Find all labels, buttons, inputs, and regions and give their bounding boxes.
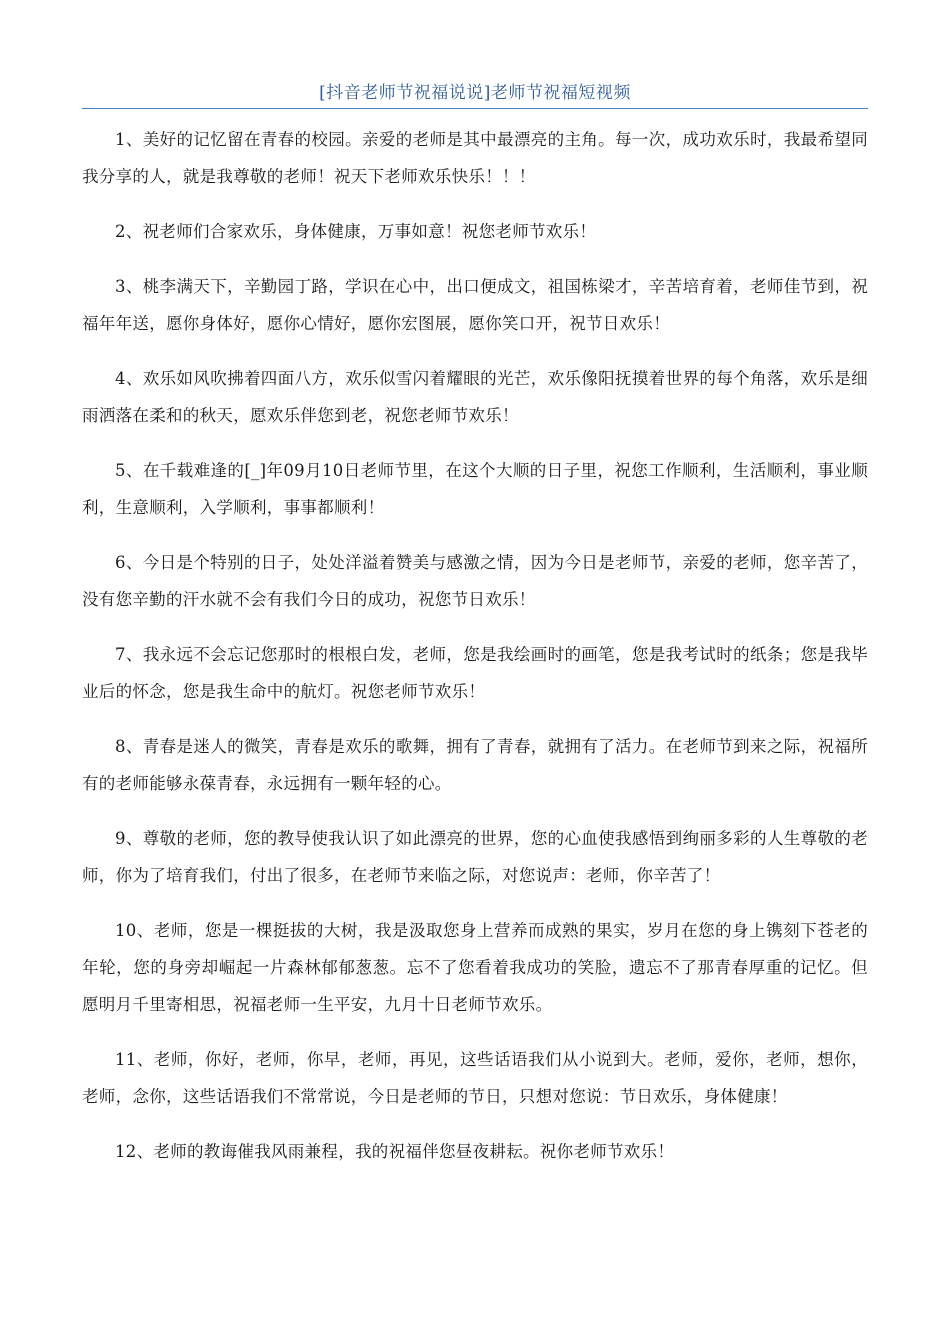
paragraph-2: 2、祝老师们合家欢乐，身体健康，万事如意！祝您老师节欢乐！ (115, 222, 597, 241)
paragraph-9: 9、尊敬的老师，您的教导使我认识了如此漂亮的世界，您的心血使我感悟到绚丽多彩的人生尊敬的老师，你为了培育我们，付出了很多，在老师节来临之际，对您说声：老师，你辛苦了！ (82, 829, 868, 885)
paragraph-11: 11、老师，你好，老师，你早，老师，再见，这些话语我们从小说到大。老师，爱你，老师，想你，老师，念你，这些话语我们不常常说，今日是老师的节日，只想对您说：节日欢乐，身体健康！ (82, 1050, 868, 1106)
paragraph-3: 3、桃李满天下，辛勤园丁路，学识在心中，出口便成文，祖国栋梁才，辛苦培育着，老师佳节到，祝福年年送，愿你身体好，愿你心情好，愿你宏图展，愿你笑口开，祝节日欢乐！ (82, 277, 868, 333)
document-title: [抖音老师节祝福说说]老师节祝福短视频 (319, 83, 631, 103)
paragraph-5: 5、在千载难逢的[_]年09月10日老师节里，在这个大顺的日子里，祝您工作顺利，生活顺利，事业顺利，生意顺利，入学顺利，事事都顺利！ (82, 461, 868, 517)
paragraph-6: 6、今日是个特别的日子，处处洋溢着赞美与感激之情，因为今日是老师节，亲爱的老师，您辛苦了，没有您辛勤的汗水就不会有我们今日的成功，祝您节日欢乐！ (82, 553, 868, 609)
document-body (82, 121, 868, 1188)
paragraph-7: 7、我永远不会忘记您那时的根根白发，老师，您是我绘画时的画笔，您是我考试时的纸条；您是我毕业后的怀念，您是我生命中的航灯。祝您老师节欢乐！ (82, 645, 868, 701)
paragraph-10: 10、老师，您是一棵挺拔的大树，我是汲取您身上营养而成熟的果实，岁月在您的身上镌刻下苍老的年轮，您的身旁却崛起一片森林郁郁葱葱。忘不了您看着我成功的笑脸，遗忘不了那青春厚重的记忆。但愿明月千里寄相思，祝福老师一生平安，九月十日老师节欢乐。 (82, 921, 868, 1014)
paragraph-8: 8、青春是迷人的微笑，青春是欢乐的歌舞，拥有了青春，就拥有了活力。在老师节到来之际，祝福所有的老师能够永葆青春，永远拥有一颗年轻的心。 (82, 737, 868, 793)
document-header (82, 80, 868, 109)
paragraph-1: 1、美好的记忆留在青春的校园。亲爱的老师是其中最漂亮的主角。每一次，成功欢乐时，我最希望同我分享的人，就是我尊敬的老师！祝天下老师欢乐快乐！！！ (82, 130, 868, 186)
paragraph-4: 4、欢乐如风吹拂着四面八方，欢乐似雪闪着耀眼的光芒，欢乐像阳抚摸着世界的每个角落，欢乐是细雨洒落在柔和的秋天，愿欢乐伴您到老，祝您老师节欢乐！ (82, 369, 868, 425)
paragraph-12: 12、老师的教诲催我风雨兼程，我的祝福伴您昼夜耕耘。祝你老师节欢乐！ (115, 1142, 675, 1161)
